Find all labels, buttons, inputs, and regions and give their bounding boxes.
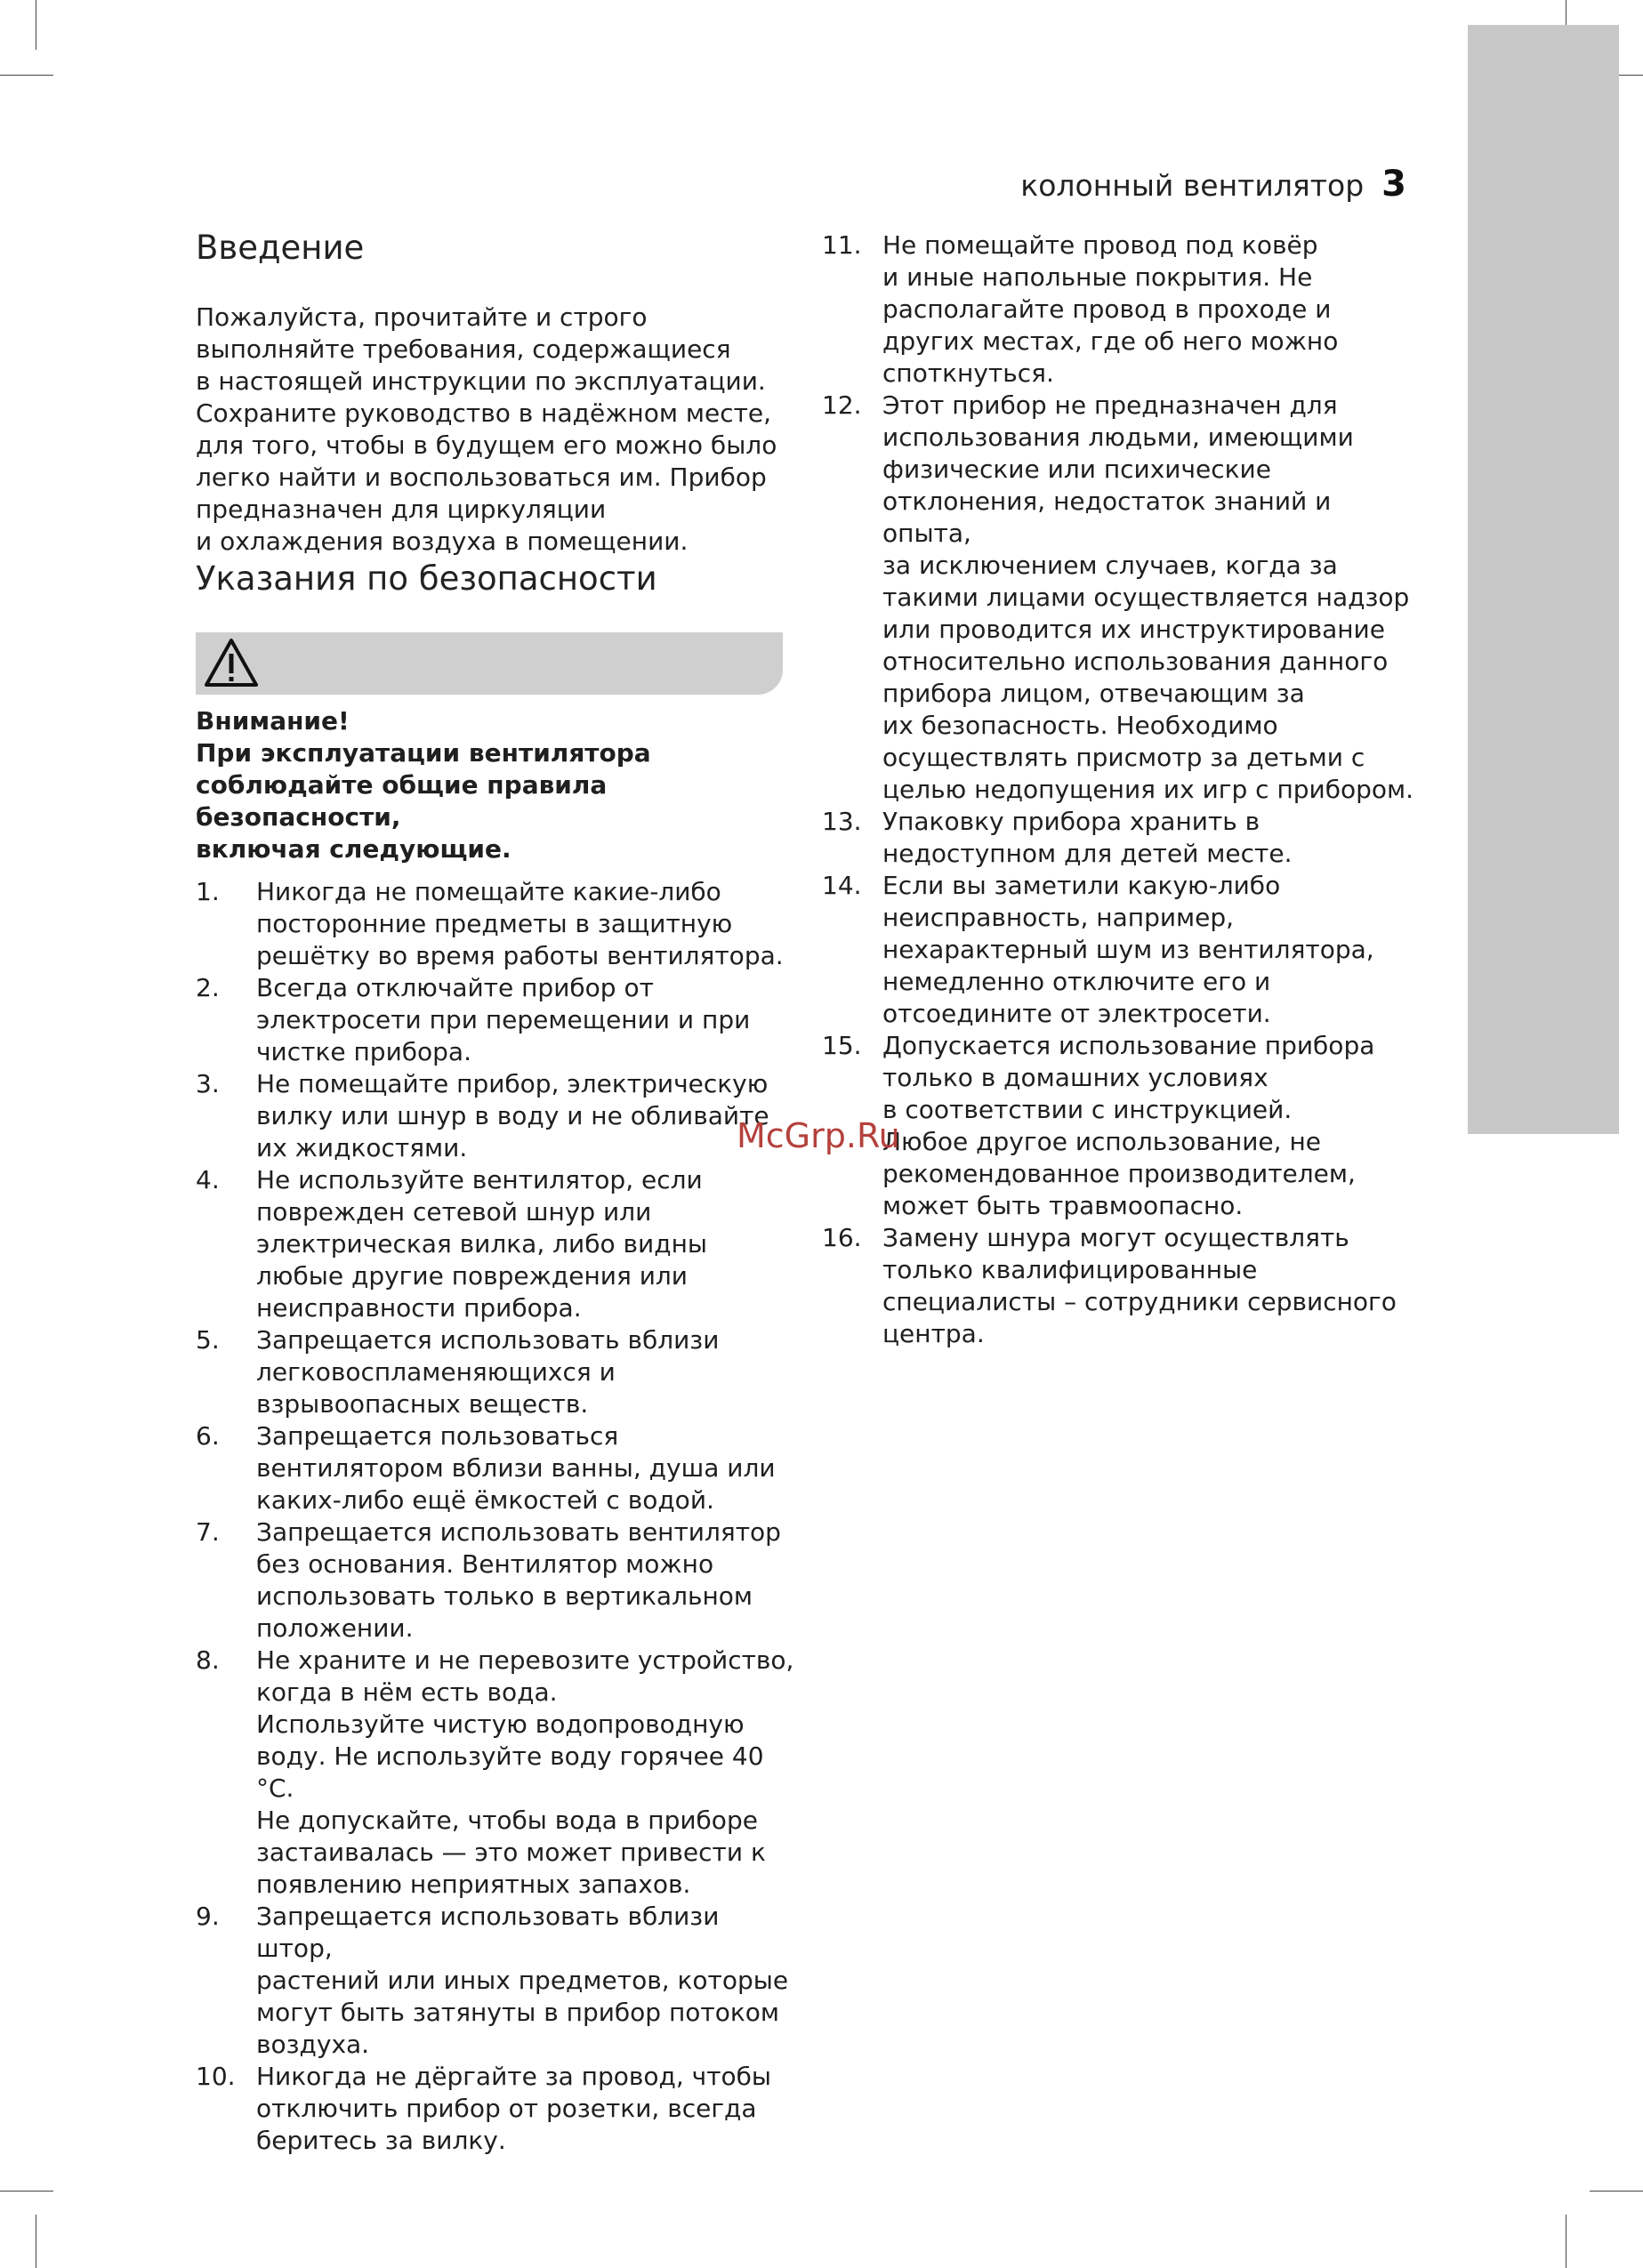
list-item-text bbox=[256, 876, 801, 972]
list-item-line: поврежден сетевой шнур или bbox=[256, 1197, 652, 1226]
list-item-text bbox=[256, 1324, 801, 1420]
list-item-line: Никогда не помещайте какие-либо bbox=[256, 877, 721, 906]
list-item-line: может быть травмоопасно. bbox=[882, 1191, 1244, 1220]
list-item-text bbox=[256, 1645, 801, 1901]
intro-paragraph bbox=[196, 302, 801, 558]
list-item-line: отключить прибор от розетки, всегда bbox=[256, 2094, 757, 2123]
intro-line: предназначен для циркуляции bbox=[196, 495, 607, 524]
list-item-line: Никогда не дёргайте за провод, чтобы bbox=[256, 2062, 772, 2091]
list-item-line: Запрещается пользоваться bbox=[256, 1421, 619, 1451]
list-item-line: отсоедините от электросети. bbox=[882, 999, 1271, 1028]
list-item-line: когда в нём есть вода. bbox=[256, 1677, 558, 1707]
list-item-line: располагайте провод в проходе и bbox=[882, 294, 1332, 324]
list-item-line: такими лицами осуществляется надзор bbox=[882, 583, 1410, 612]
intro-line: в настоящей инструкции по эксплуатации. bbox=[196, 366, 766, 396]
list-item-line: специалисты – сотрудники сервисного bbox=[882, 1287, 1397, 1316]
list-item-line: электрическая вилка, либо видны bbox=[256, 1229, 707, 1259]
list-item bbox=[196, 876, 801, 972]
warning-text bbox=[196, 705, 801, 865]
list-item-line: относительно использования данного bbox=[882, 647, 1389, 676]
list-item-number: 16. bbox=[822, 1223, 862, 1252]
list-item-line: Любое другое использование, не bbox=[882, 1127, 1321, 1156]
page-header bbox=[1020, 164, 1406, 205]
list-item-line: положении. bbox=[256, 1613, 414, 1643]
intro-line: Сохраните руководство в надёжном месте, bbox=[196, 398, 772, 428]
crop-mark bbox=[1590, 2191, 1643, 2192]
intro-line: выполняйте требования, содержащиеся bbox=[196, 334, 731, 364]
list-item-line: Допускается использование прибора bbox=[882, 1031, 1375, 1060]
list-item-line: Всегда отключайте прибор от bbox=[256, 973, 654, 1002]
list-item-line: вилку или шнур в воду и не обливайте bbox=[256, 1101, 769, 1130]
list-item-line: Запрещается использовать вблизи bbox=[256, 1325, 720, 1355]
list-item-line: только в домашних условиях bbox=[882, 1063, 1268, 1092]
list-item-text bbox=[882, 1222, 1418, 1350]
list-item-line: отклонения, недостаток знаний и опыта, bbox=[882, 487, 1332, 548]
list-item-line: Не помещайте провод под ковёр bbox=[882, 230, 1318, 260]
list-item-line: застаивалась — это может привести к bbox=[256, 1838, 766, 1867]
list-item-text bbox=[256, 1901, 801, 2061]
list-item-line: центра. bbox=[882, 1319, 985, 1348]
list-item bbox=[196, 1901, 801, 2061]
intro-line: для того, чтобы в будущем его можно было bbox=[196, 430, 777, 460]
list-item bbox=[822, 1222, 1418, 1350]
list-item-line: Не используйте вентилятор, если bbox=[256, 1165, 703, 1194]
list-item bbox=[822, 806, 1418, 870]
list-item-text bbox=[256, 1068, 801, 1164]
crop-mark bbox=[0, 2191, 53, 2192]
list-item-text bbox=[882, 1030, 1418, 1222]
list-item-line: воздуха. bbox=[256, 2030, 370, 2059]
safety-list-right bbox=[822, 229, 1418, 1350]
list-item-number: 11. bbox=[822, 230, 862, 260]
intro-heading: Введение bbox=[196, 229, 365, 267]
list-item-text bbox=[882, 229, 1418, 390]
list-item bbox=[822, 229, 1418, 390]
list-item bbox=[196, 1516, 801, 1645]
list-item-line: в соответствии с инструкцией. bbox=[882, 1095, 1293, 1124]
list-item-line: их жидкостями. bbox=[256, 1133, 468, 1162]
list-item bbox=[196, 1068, 801, 1164]
right-column bbox=[822, 229, 1418, 1350]
watermark: McGrp.Ru bbox=[737, 1116, 900, 1155]
list-item-line: каких-либо ещё ёмкостей с водой. bbox=[256, 1485, 714, 1515]
list-item-line: других местах, где об него можно bbox=[882, 326, 1339, 356]
list-item-number: 10. bbox=[196, 2062, 236, 2091]
list-item-line: или проводится их инструктирование bbox=[882, 615, 1385, 644]
list-item-line: за исключением случаев, когда за bbox=[882, 551, 1338, 580]
list-item-line: появлению неприятных запахов. bbox=[256, 1870, 691, 1899]
list-item-line: Используйте чистую водопроводную bbox=[256, 1709, 745, 1739]
list-item-line: чистке прибора. bbox=[256, 1037, 471, 1066]
list-item-text bbox=[256, 1420, 801, 1516]
list-item-line: Не храните и не перевозите устройство, bbox=[256, 1645, 794, 1675]
list-item-line: целью недопущения их игр с прибором. bbox=[882, 775, 1414, 804]
list-item-text bbox=[256, 1516, 801, 1645]
warning-line: При эксплуатации вентилятора bbox=[196, 738, 651, 768]
intro-line: легко найти и воспользоваться им. Прибор bbox=[196, 462, 767, 492]
list-item-line: любые другие повреждения или bbox=[256, 1261, 688, 1291]
list-item bbox=[196, 2061, 801, 2157]
list-item-line: без основания. Вентилятор можно bbox=[256, 1549, 714, 1579]
list-item-line: и иные напольные покрытия. Не bbox=[882, 262, 1313, 292]
list-item-line: их безопасность. Необходимо bbox=[882, 711, 1278, 740]
list-item bbox=[196, 1164, 801, 1324]
list-item-number: 2. bbox=[196, 973, 220, 1002]
list-item-line: физические или психические bbox=[882, 454, 1271, 484]
list-item bbox=[196, 1420, 801, 1516]
safety-list-left bbox=[196, 876, 801, 2157]
list-item-line: легковоспламеняющихся и bbox=[256, 1357, 616, 1387]
list-item-line: Упаковку прибора хранить в bbox=[882, 807, 1260, 836]
list-item bbox=[196, 1324, 801, 1420]
crop-mark bbox=[0, 75, 53, 76]
list-item-line: прибора лицом, отвечающим за bbox=[882, 679, 1305, 708]
side-tab bbox=[1468, 25, 1619, 1134]
list-item-number: 15. bbox=[822, 1031, 862, 1060]
list-item-number: 7. bbox=[196, 1517, 220, 1547]
list-item-line: Запрещается использовать вентилятор bbox=[256, 1517, 781, 1547]
list-item-number: 8. bbox=[196, 1645, 220, 1675]
list-item-text bbox=[882, 390, 1418, 806]
list-item-number: 9. bbox=[196, 1902, 220, 1931]
list-item-line: использовать только в вертикальном bbox=[256, 1581, 753, 1611]
intro-line: и охлаждения воздуха в помещении. bbox=[196, 527, 689, 556]
warning-line: Внимание! bbox=[196, 706, 350, 736]
list-item-line: Если вы заметили какую-либо bbox=[882, 871, 1281, 900]
list-item-line: воду. Не используйте воду горячее 40 °C. bbox=[256, 1741, 764, 1803]
list-item-text bbox=[256, 2061, 801, 2157]
list-item-line: Замену шнура могут осуществлять bbox=[882, 1223, 1349, 1252]
list-item-text bbox=[256, 1164, 801, 1324]
list-item-number: 1. bbox=[196, 877, 220, 906]
list-item-line: Этот прибор не предназначен для bbox=[882, 390, 1338, 420]
intro-line: Пожалуйста, прочитайте и строго bbox=[196, 302, 648, 332]
list-item-line: рекомендованное производителем, bbox=[882, 1159, 1356, 1188]
list-item-line: Не допускайте, чтобы вода в приборе bbox=[256, 1806, 758, 1835]
list-item-line: только квалифицированные bbox=[882, 1255, 1258, 1284]
list-item bbox=[196, 1645, 801, 1901]
warning-line: соблюдайте общие правила безопасности, bbox=[196, 770, 608, 832]
list-item-line: Запрещается использовать вблизи штор, bbox=[256, 1902, 720, 1963]
list-item-text bbox=[256, 972, 801, 1068]
list-item-line: могут быть затянуты в прибор потоком bbox=[256, 1998, 780, 2027]
list-item-line: растений или иных предметов, которые bbox=[256, 1966, 789, 1995]
list-item-number: 12. bbox=[822, 390, 862, 420]
list-item bbox=[822, 870, 1418, 1030]
left-column bbox=[196, 227, 801, 2157]
list-item-line: Не помещайте прибор, электрическую bbox=[256, 1069, 769, 1098]
warning-triangle-icon bbox=[203, 636, 260, 689]
safety-heading: Указания по безопасности bbox=[196, 559, 657, 598]
list-item-line: осуществлять присмотр за детьми с bbox=[882, 743, 1365, 772]
page-number: 3 bbox=[1381, 164, 1406, 205]
list-item-line: беритесь за вилку. bbox=[256, 2126, 506, 2155]
list-item-number: 14. bbox=[822, 871, 862, 900]
list-item bbox=[196, 972, 801, 1068]
list-item-number: 4. bbox=[196, 1165, 220, 1194]
list-item-line: неисправность, например, bbox=[882, 903, 1235, 932]
warning-line: включая следующие. bbox=[196, 834, 511, 864]
list-item-text bbox=[882, 870, 1418, 1030]
list-item-line: вентилятором вблизи ванны, душа или bbox=[256, 1453, 776, 1483]
list-item-line: взрывоопасных веществ. bbox=[256, 1389, 589, 1419]
list-item bbox=[822, 1030, 1418, 1222]
list-item-line: неисправности прибора. bbox=[256, 1293, 582, 1323]
warning-bar bbox=[196, 632, 783, 695]
list-item-line: электросети при перемещении и при bbox=[256, 1005, 751, 1034]
list-item-number: 3. bbox=[196, 1069, 220, 1098]
list-item-text bbox=[882, 806, 1418, 870]
list-item-number: 5. bbox=[196, 1325, 220, 1355]
list-item-line: решётку во время работы вентилятора. bbox=[256, 941, 784, 970]
list-item-number: 6. bbox=[196, 1421, 220, 1451]
list-item-line: немедленно отключите его и bbox=[882, 967, 1271, 996]
list-item-line: недоступном для детей месте. bbox=[882, 839, 1293, 868]
list-item-number: 13. bbox=[822, 807, 862, 836]
list-item bbox=[822, 390, 1418, 806]
list-item-line: использования людьми, имеющими bbox=[882, 422, 1354, 452]
list-item-line: споткнуться. bbox=[882, 358, 1054, 388]
running-title: колонный вентилятор bbox=[1020, 168, 1365, 203]
list-item-line: посторонние предметы в защитную bbox=[256, 909, 733, 938]
list-item-line: нехарактерный шум из вентилятора, bbox=[882, 935, 1374, 964]
